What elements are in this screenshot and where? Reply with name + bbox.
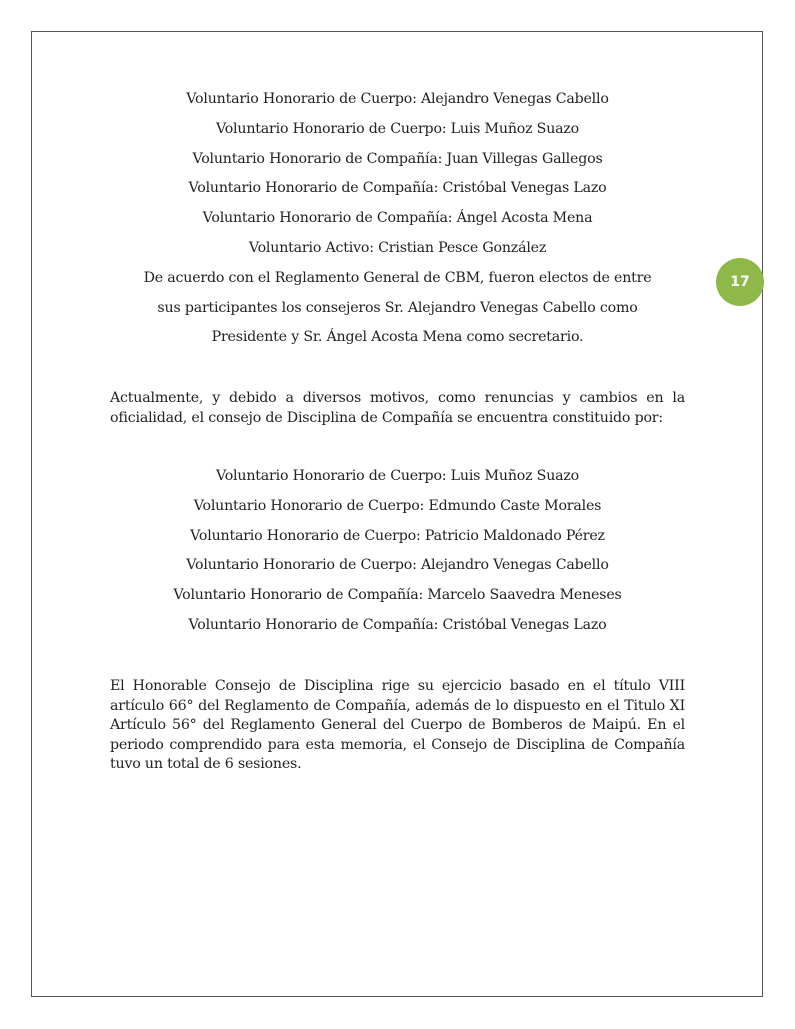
list-item: Voluntario Honorario de Compañía: Ángel Acosta Mena (202, 210, 593, 227)
election-text-line: sus participantes los consejeros Sr. Alejandro Venegas Cabello como (157, 299, 638, 316)
list-item: Voluntario Honorario de Cuerpo: Luis Muñoz Suazo (215, 120, 580, 137)
current-council-paragraph: Actualmente, y debido a diversos motivos, como renuncias y cambios en la oficialidad, el consejo de Disciplina de Compañía se encuentra constituido por: (110, 390, 685, 426)
regulation-paragraph: El Honorable Consejo de Disciplina rige su ejercicio basado en el título VIII artículo 66° del Reglamento de Compañía, además de lo dispuesto en el Titulo XI Artículo 56° del Reglamento General del Cuerpo de Bomberos de Maipú. En el periodo comprendido para esta memoria, el Consejo de Disciplina de Compañía tuvo un total de 6 sesiones. (110, 678, 685, 772)
list-item: Voluntario Honorario de Cuerpo: Patricio Maldonado Pérez (190, 527, 605, 544)
list-item: Voluntario Honorario de Compañía: Cristóbal Venegas Lazo (188, 616, 607, 633)
list-item: Voluntario Honorario de Cuerpo: Alejandro Venegas Cabello (186, 91, 609, 107)
list-item: Voluntario Honorario de Cuerpo: Edmundo Caste Morales (193, 497, 602, 514)
list-item: Voluntario Honorario de Cuerpo: Luis Muñoz Suazo (215, 468, 580, 484)
election-text-line: Presidente y Sr. Ángel Acosta Mena como secretario. (211, 329, 584, 346)
election-text-line: De acuerdo con el Reglamento General de CBM, fueron electos de entre (143, 269, 652, 286)
list-item: Voluntario Honorario de Cuerpo: Alejandro Venegas Cabello (186, 557, 609, 574)
page-number-badge: 17 (716, 258, 764, 306)
list-item: Voluntario Honorario de Compañía: Juan Villegas Gallegos (192, 150, 603, 167)
list-item: Voluntario Honorario de Compañía: Marcelo Saavedra Meneses (173, 587, 622, 604)
list-item: Voluntario Honorario de Compañía: Cristóbal Venegas Lazo (188, 180, 607, 197)
first-council-list (110, 85, 685, 353)
current-council-list (110, 462, 685, 641)
list-item: Voluntario Activo: Cristian Pesce González (248, 239, 547, 256)
